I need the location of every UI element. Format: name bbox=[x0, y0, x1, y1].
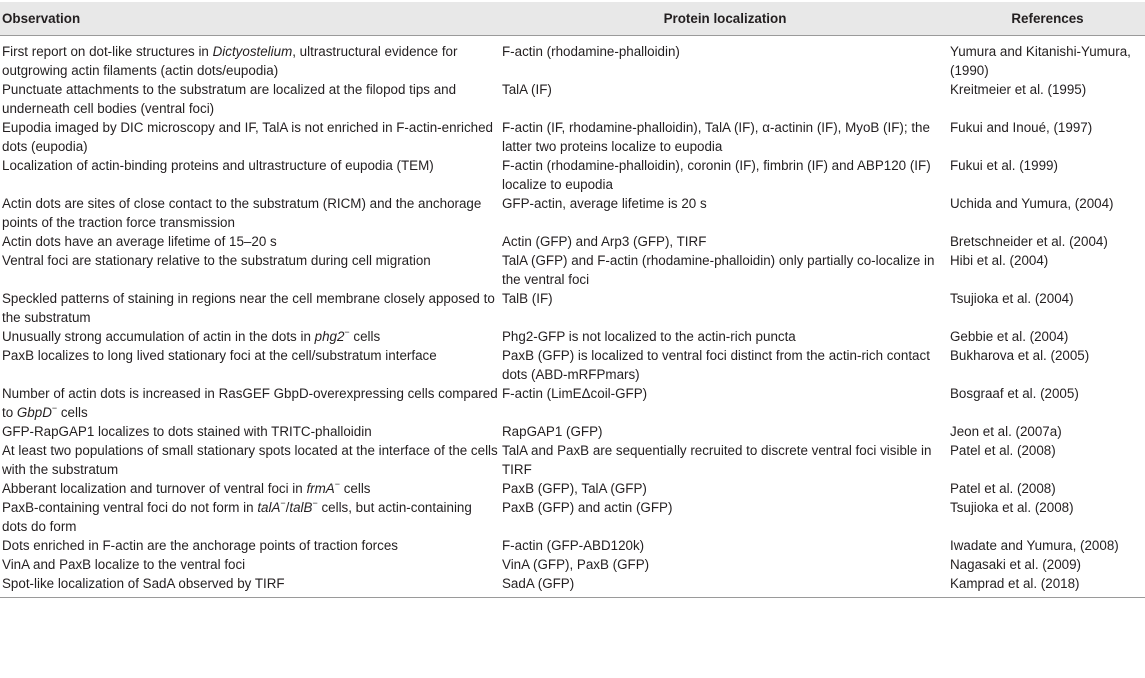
observation-cell: VinA and PaxB localize to the ventral foci bbox=[2, 557, 246, 572]
reference-cell: Bretschneider et al. (2004) bbox=[950, 234, 1108, 249]
reference-cell: Jeon et al. (2007a) bbox=[950, 424, 1062, 439]
table-row bbox=[0, 441, 1145, 479]
localization-cell: VinA (GFP), PaxB (GFP) bbox=[502, 557, 650, 572]
reference-cell: Fukui et al. (1999) bbox=[950, 158, 1058, 173]
table-row bbox=[0, 156, 1145, 194]
observation-cell: Actin dots are sites of close contact to the substratum (RICM) and the anchorage points of the traction force transmission bbox=[2, 196, 482, 230]
localization-cell: F-actin (GFP-ABD120k) bbox=[502, 538, 645, 553]
observation-cell: PaxB localizes to long lived stationary foci at the cell/substratum interface bbox=[2, 348, 437, 363]
table-header bbox=[0, 2, 1145, 36]
reference-cell: Tsujioka et al. (2008) bbox=[950, 500, 1074, 515]
observation-cell: At least two populations of small stationary spots located at the interface of the cells with the substratum bbox=[2, 443, 498, 477]
table-row bbox=[0, 251, 1145, 289]
reference-cell: Iwadate and Yumura, (2008) bbox=[950, 538, 1119, 553]
table-row bbox=[0, 555, 1145, 574]
localization-cell: RapGAP1 (GFP) bbox=[502, 424, 603, 439]
localization-cell: Phg2-GFP is not localized to the actin-rich puncta bbox=[502, 329, 796, 344]
observation-cell: Punctuate attachments to the substratum are localized at the filopod tips and underneath cell bodies (ventral foci) bbox=[2, 82, 457, 116]
localization-cell: PaxB (GFP) is localized to ventral foci distinct from the actin-rich contact dots (ABD-mRFPmars) bbox=[502, 348, 930, 382]
header-references: References bbox=[948, 2, 1145, 36]
localization-cell: F-actin (rhodamine-phalloidin) bbox=[502, 44, 680, 59]
table-row bbox=[0, 384, 1145, 422]
reference-cell: Patel et al. (2008) bbox=[950, 443, 1056, 458]
localization-cell: TalA (IF) bbox=[502, 82, 552, 97]
table-row bbox=[0, 498, 1145, 536]
reference-cell: Bosgraaf et al. (2005) bbox=[950, 386, 1079, 401]
table-row bbox=[0, 536, 1145, 555]
header-observation: Observation bbox=[0, 2, 500, 36]
localization-cell: GFP-actin, average lifetime is 20 s bbox=[502, 196, 707, 211]
observation-cell: Localization of actin-binding proteins and ultrastructure of eupodia (TEM) bbox=[2, 158, 434, 173]
reference-cell: Tsujioka et al. (2004) bbox=[950, 291, 1074, 306]
table-row bbox=[0, 327, 1145, 346]
observation-cell: Speckled patterns of staining in regions near the cell membrane closely apposed to the substratum bbox=[2, 291, 495, 325]
observation-cell: Number of actin dots is increased in RasGEF GbpD-overexpressing cells compared to GbpD− cells bbox=[2, 386, 498, 420]
table-row bbox=[0, 232, 1145, 251]
observation-cell: Spot-like localization of SadA observed by TIRF bbox=[0, 574, 500, 598]
reference-cell: Patel et al. (2008) bbox=[950, 481, 1056, 496]
reference-cell: Fukui and Inoué, (1997) bbox=[950, 120, 1093, 135]
observation-cell: Unusually strong accumulation of actin in the dots in phg2− cells bbox=[2, 326, 381, 344]
reference-cell: Hibi et al. (2004) bbox=[950, 253, 1049, 268]
localization-cell: PaxB (GFP), TalA (GFP) bbox=[502, 481, 647, 496]
localization-cell: SadA (GFP) bbox=[500, 574, 948, 598]
table-row bbox=[0, 194, 1145, 232]
table-row bbox=[0, 118, 1145, 156]
localization-cell: F-actin (IF, rhodamine-phalloidin), TalA (IF), α-actinin (IF), MyoB (IF); the latter two proteins localize to eupodia bbox=[502, 120, 930, 154]
observation-cell: Dots enriched in F-actin are the anchorage points of traction forces bbox=[2, 538, 398, 553]
table-row bbox=[0, 574, 1145, 598]
observation-cell: GFP-RapGAP1 localizes to dots stained with TRITC-phalloidin bbox=[2, 424, 372, 439]
reference-cell: Kamprad et al. (2018) bbox=[948, 574, 1145, 598]
observation-cell: Ventral foci are stationary relative to the substratum during cell migration bbox=[2, 253, 431, 268]
observation-cell: First report on dot-like structures in Dictyostelium, ultrastructural evidence for outgrowing actin filaments (actin dots/eupodia) bbox=[2, 44, 458, 78]
localization-cell: TalA (GFP) and F-actin (rhodamine-phalloidin) only partially co-localize in the ventral foci bbox=[502, 253, 935, 287]
localization-table bbox=[0, 2, 1145, 598]
observation-cell: Eupodia imaged by DIC microscopy and IF, TalA is not enriched in F-actin-enriched dots (eupodia) bbox=[2, 120, 493, 154]
table-row bbox=[0, 346, 1145, 384]
observation-cell: PaxB-containing ventral foci do not form in talA−/talB− cells, but actin-containing dots do form bbox=[2, 497, 472, 534]
table-row bbox=[0, 36, 1145, 81]
reference-cell: Uchida and Yumura, (2004) bbox=[950, 196, 1114, 211]
reference-cell: Nagasaki et al. (2009) bbox=[950, 557, 1082, 572]
localization-cell: F-actin (LimEΔcoil-GFP) bbox=[502, 386, 648, 401]
localization-cell: TalA and PaxB are sequentially recruited to discrete ventral foci visible in TIRF bbox=[502, 443, 932, 477]
localization-cell: Actin (GFP) and Arp3 (GFP), TIRF bbox=[502, 234, 707, 249]
reference-cell: Yumura and Kitanishi-Yumura, (1990) bbox=[950, 44, 1131, 78]
reference-cell: Bukharova et al. (2005) bbox=[950, 348, 1090, 363]
header-row bbox=[0, 2, 1145, 36]
header-protein-localization: Protein localization bbox=[500, 2, 948, 36]
table-row bbox=[0, 479, 1145, 498]
observation-cell: Abberant localization and turnover of ventral foci in frmA− cells bbox=[2, 478, 371, 496]
table-row bbox=[0, 422, 1145, 441]
localization-cell: PaxB (GFP) and actin (GFP) bbox=[502, 500, 673, 515]
reference-cell: Gebbie et al. (2004) bbox=[950, 329, 1069, 344]
reference-cell: Kreitmeier et al. (1995) bbox=[950, 82, 1087, 97]
table-body bbox=[0, 36, 1145, 598]
localization-cell: F-actin (rhodamine-phalloidin), coronin (IF), fimbrin (IF) and ABP120 (IF) localize to eupodia bbox=[502, 158, 931, 192]
table-row bbox=[0, 80, 1145, 118]
table-row bbox=[0, 289, 1145, 327]
observation-cell: Actin dots have an average lifetime of 15–20 s bbox=[2, 234, 277, 249]
localization-cell: TalB (IF) bbox=[502, 291, 553, 306]
